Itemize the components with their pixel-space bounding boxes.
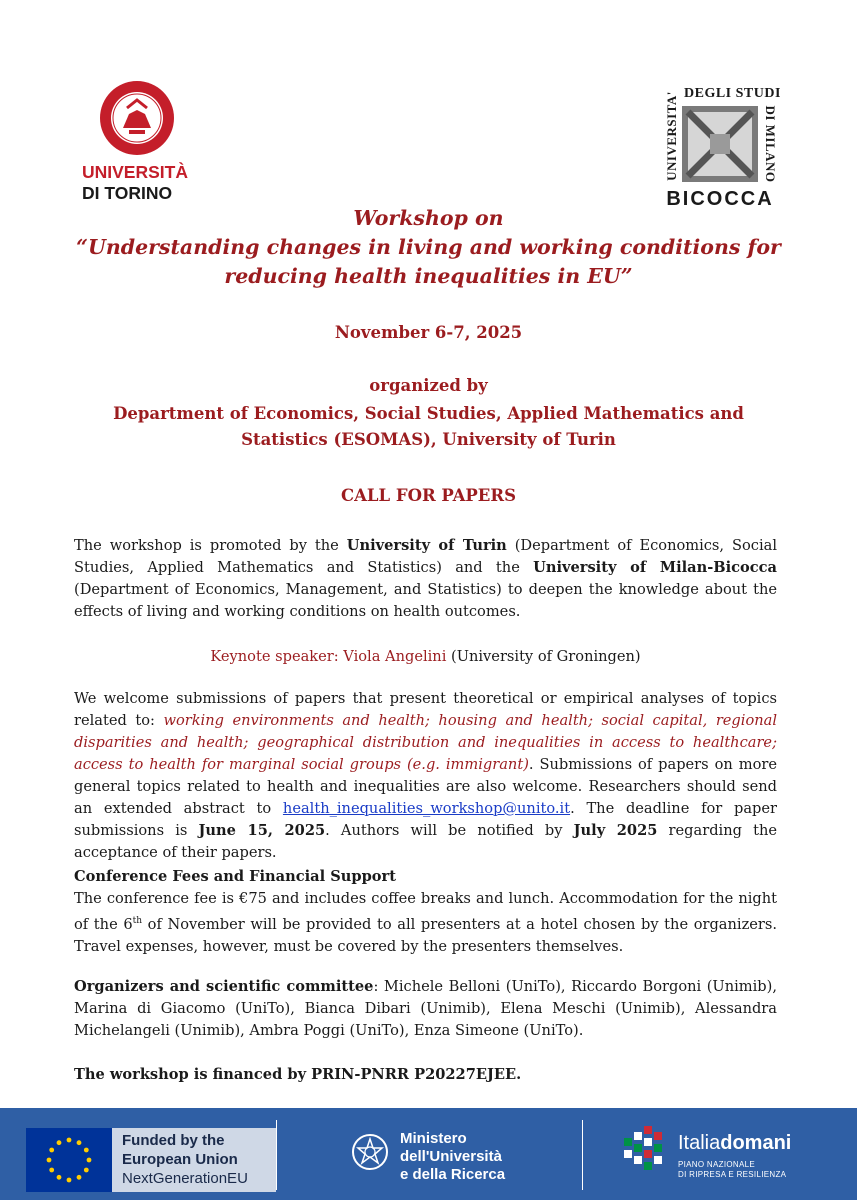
submissions-text: We welcome submissions of papers that present theoretical or empirical analyses of topics related to:	[74, 690, 777, 729]
eu-funding-logo	[26, 1128, 276, 1192]
domani-word: domani	[720, 1132, 792, 1154]
bicocca-right-text: DI MILANO	[763, 105, 778, 183]
submission-deadline: June 15, 2025	[198, 822, 326, 839]
eu-line3: NextGenerationEU	[122, 1170, 248, 1187]
workshop-title-line1: “Understanding changes in living and working conditions for	[76, 235, 781, 259]
unito-line1: UNIVERSITÀ	[82, 162, 188, 182]
fees-heading: Conference Fees and Financial Support	[74, 868, 396, 885]
italian-emblem-icon	[350, 1132, 390, 1172]
organizer-line1: Department of Economics, Social Studies, Applied Mathematics and	[113, 404, 744, 423]
ministry-text	[400, 1130, 530, 1184]
italiadomani-sub2: DI RIPRESA E RESILIENZA	[678, 1170, 787, 1179]
italiadomani-title	[678, 1132, 791, 1155]
workshop-date: November 6-7, 2025	[334, 323, 523, 342]
financed-text: The workshop is financed by PRIN-PNRR P20227EJEE.	[74, 1066, 522, 1083]
bicocca-logo	[660, 86, 780, 211]
organizer-line2: Statistics (ESOMAS), University of Turin	[241, 430, 616, 449]
unito-seal-icon	[99, 80, 175, 156]
organized-by: organized by	[369, 376, 488, 395]
footer-divider	[582, 1120, 583, 1190]
bicocca-emblem-icon	[682, 106, 758, 182]
bicocca-wordmark: BICOCCA	[666, 188, 774, 210]
unito-wordmark	[82, 162, 192, 204]
financed-line	[74, 1064, 777, 1086]
eu-funding-text	[122, 1131, 248, 1188]
keynote-name: Viola Angelini	[343, 648, 447, 665]
bicocca-left-text: UNIVERSITA'	[664, 91, 679, 181]
committee-paragraph	[74, 976, 777, 1042]
submission-email-link[interactable]: health_inequalities_workshop@unito.it	[282, 800, 571, 817]
keynote-separator: :	[333, 648, 344, 665]
submissions-text: . Submissions of papers on more general topics related to health and inequalities are also welcome. Researchers should send an extended abstract to	[74, 756, 777, 817]
unito-logo	[82, 80, 192, 204]
ministry-line1: Ministero	[400, 1130, 467, 1147]
submissions-text: regarding the acceptance of their papers.	[74, 822, 777, 861]
submissions-text: . The deadline for paper submissions is	[74, 800, 777, 839]
notification-date: July 2025	[573, 822, 658, 839]
intro-paragraph	[74, 535, 777, 623]
committee-members: : Michele Belloni (UniTo), Riccardo Borgoni (Unimib), Marina di Giacomo (UniTo), Bianca Dibari (Unimib), Elena Meschi (Unimib), Alessandra Michelangeli (Unimib), Ambra Poggi (UniTo), Enza Simeone (UniTo).	[74, 978, 777, 1039]
fees-text: of November will be provided to all presenters at a hotel chosen by the organizers. Travel expenses, however, must be covered by the presenters themselves.	[74, 915, 778, 955]
intro-text: (Department of Economics, Management, and Statistics) to deepen the knowledge about the effects of living and working conditions on health outcomes.	[74, 581, 777, 620]
submission-topics: working environments and health; housing and health; social capital, regional disparities and health; geographical distribution and inequalities in access to healthcare; access to health for marginal social groups (e.g. immigrant)	[74, 712, 777, 773]
call-for-papers-heading: CALL FOR PAPERS	[340, 486, 517, 505]
keynote-line	[74, 646, 777, 668]
italiadomani-mark-icon	[620, 1124, 672, 1176]
eu-stars-icon	[26, 1128, 112, 1192]
bicocca-top-text: DEGLI STUDI	[684, 86, 781, 101]
footer-divider	[276, 1120, 277, 1190]
workshop-on: Workshop on	[353, 206, 504, 230]
workshop-title-line2: reducing health inequalities in EU”	[224, 264, 633, 288]
italiadomani-sub1: PIANO NAZIONALE	[678, 1160, 755, 1169]
intro-unimib: University of Milan-Bicocca	[533, 559, 778, 576]
intro-text: (Department of Economics, Social Studies, Applied Mathematics and Statistics) and the	[74, 537, 777, 576]
italiadomani-subtitle	[678, 1160, 818, 1180]
unito-line2: DI TORINO	[82, 183, 173, 203]
eu-line2: European Union	[122, 1151, 238, 1168]
fees-text: The conference fee is €75 and includes coffee breaks and lunch. Accommodation for the night of the 6	[74, 890, 777, 933]
funding-footer	[0, 1108, 857, 1200]
keynote-affiliation: (University of Groningen)	[446, 648, 641, 665]
eu-flag-icon	[26, 1128, 112, 1192]
submissions-paragraph	[74, 688, 777, 864]
eu-line1: Funded by the	[122, 1132, 225, 1149]
intro-text: The workshop is promoted by the	[74, 537, 347, 554]
ministry-line2: dell'Università	[400, 1148, 502, 1165]
fees-superscript: th	[132, 916, 143, 926]
italia-word: Italia	[678, 1132, 721, 1154]
committee-label: Organizers and scientific committee	[74, 978, 374, 995]
submissions-text: . Authors will be notified by	[325, 822, 574, 839]
keynote-label: Keynote speaker	[210, 648, 334, 665]
ministry-line3: e della Ricerca	[400, 1166, 506, 1183]
intro-unito: University of Turin	[346, 537, 507, 554]
fees-section	[74, 866, 777, 958]
